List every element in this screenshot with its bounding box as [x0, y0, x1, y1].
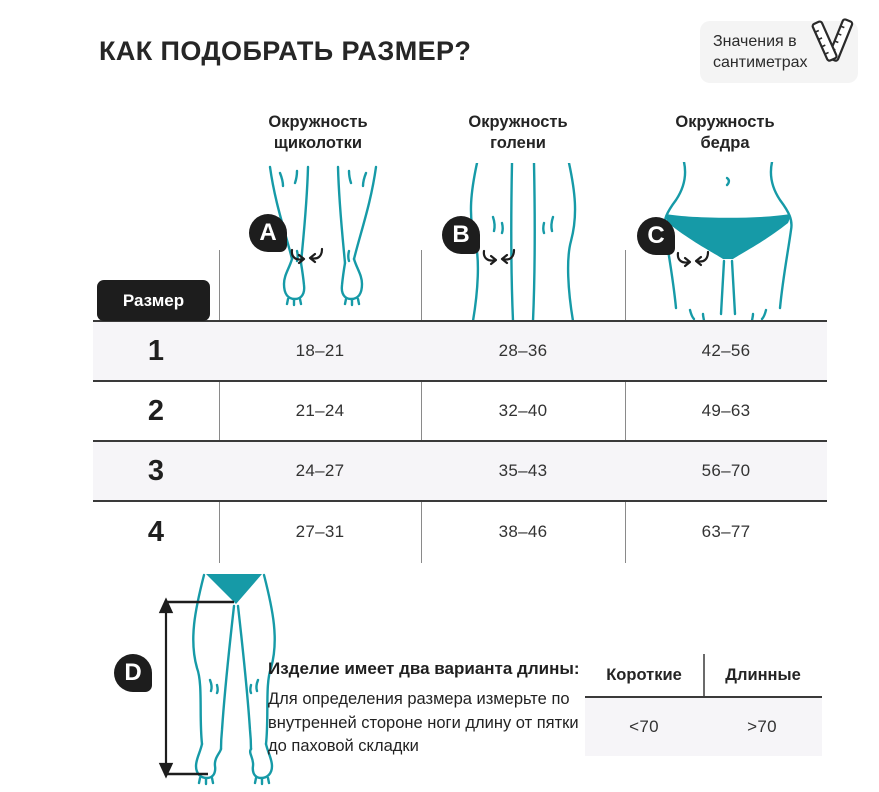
units-badge-text: Значения в сантиметрах — [713, 33, 808, 72]
ankle-cell: 21–24 — [295, 401, 345, 420]
calf-cell: 32–40 — [498, 401, 548, 420]
long-value-cell: >70 — [747, 717, 777, 736]
calf-cell: 35–43 — [498, 461, 548, 480]
marker-badge-c: C — [637, 217, 675, 255]
size-header-tab: Размер — [97, 280, 210, 321]
ruler-icon — [810, 17, 856, 72]
full-legs-length-illustration — [150, 572, 320, 792]
ankle-cell: 18–21 — [295, 341, 345, 360]
ankle-cell: 27–31 — [295, 522, 345, 541]
calf-cell: 28–36 — [498, 341, 548, 360]
length-column-long: Длинные — [725, 666, 801, 684]
ankle-cell: 24–27 — [295, 461, 345, 480]
hip-cell: 56–70 — [701, 461, 751, 480]
circumference-arrow-icon — [676, 249, 710, 273]
column-header-calf: Окружность голени — [468, 113, 568, 153]
length-column-short: Короткие — [606, 666, 682, 684]
table-row — [93, 502, 827, 562]
marker-badge-a: A — [249, 214, 287, 252]
size-cell: 4 — [147, 515, 165, 548]
circumference-arrow-icon — [482, 247, 516, 271]
units-badge — [700, 21, 858, 83]
length-table-values — [585, 698, 822, 756]
table-row — [93, 382, 827, 442]
table-row — [93, 322, 827, 382]
length-description: Для определения размера измерьте по внутренней стороне ноги длину от пятки до паховой складки — [268, 690, 579, 756]
column-header-ankle: Окружность щиколотки — [268, 113, 368, 153]
marker-badge-b: B — [442, 216, 480, 254]
size-cell: 3 — [147, 454, 165, 487]
marker-badge-d: D — [114, 654, 152, 692]
size-cell: 2 — [147, 394, 165, 427]
length-measure-arrow — [161, 600, 235, 776]
circumference-arrow-icon — [290, 246, 324, 270]
hip-cell: 63–77 — [701, 522, 751, 541]
hip-cell: 49–63 — [701, 401, 751, 420]
size-cell: 1 — [147, 334, 165, 367]
page-title: КАК ПОДОБРАТЬ РАЗМЕР? — [99, 36, 472, 66]
hip-cell: 42–56 — [701, 341, 751, 360]
short-value-cell: <70 — [629, 717, 659, 736]
length-heading: Изделие имеет два варианта длины: — [268, 659, 580, 678]
calf-cell: 38–46 — [498, 522, 548, 541]
column-header-hip: Окружность бедра — [675, 113, 775, 153]
table-row — [93, 442, 827, 502]
size-table — [93, 322, 827, 562]
